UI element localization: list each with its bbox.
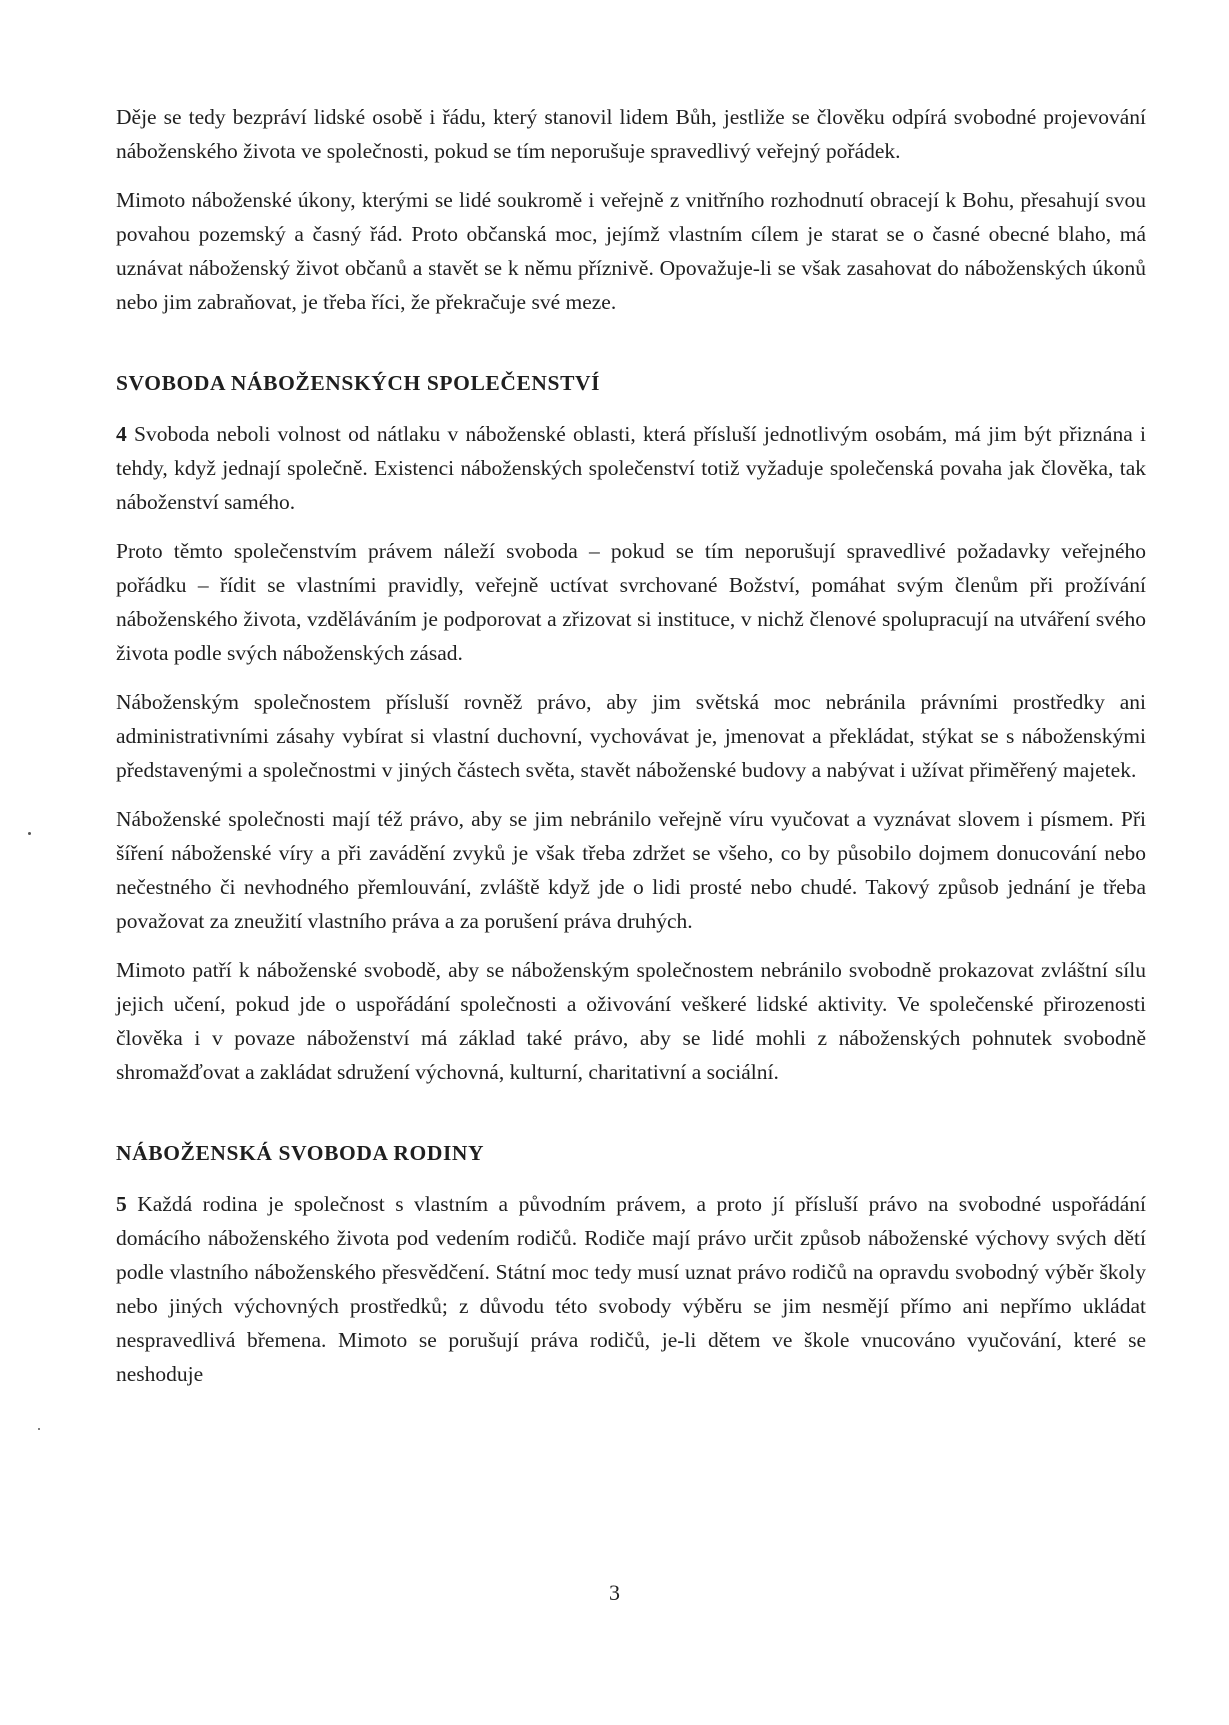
paragraph: Mimoto patří k náboženské svobodě, aby se náboženským společnostem nebránilo svobodně prokazovat zvláštní sílu jejich učení, pokud jde o uspořádání společnosti a oživování veškeré lidské aktivity. Ve společenské přirozenosti člověka i v povaze náboženství má základ také právo, aby se lidé mohli z náboženských pohnutek svobodně shromažďovat a zakládat sdružení výchovná, kulturní, charitativní a sociální.	[116, 958, 1146, 1084]
section-4-first-paragraph	[116, 417, 1146, 519]
section-heading-religious-communities: SVOBODA NÁBOŽENSKÝCH SPOLEČENSTVÍ	[116, 371, 601, 395]
article-number: 5	[116, 1192, 127, 1216]
document-page	[116, 100, 1146, 1406]
paragraph: Proto těmto společenstvím právem náleží svoboda – pokud se tím neporušují spravedlivé požadavky veřejného pořádku – řídit se vlastními pravidly, veřejně uctívat svrchované Božství, pomáhat svým členům při prožívání náboženského života, vzděláváním je podporovat a zřizovat si instituce, v nichž členové spolupracují na utváření svého života podle svých náboženských zásad.	[116, 539, 1146, 665]
paragraph-text: Svoboda neboli volnost od nátlaku v náboženské oblasti, která přísluší jednotlivým osobám, má jim být přiznána i tehdy, když jednají společně. Existenci náboženských společenství totiž vyžaduje společenská povaha jak člověka, tak náboženství samého.	[116, 422, 1146, 514]
paragraph: Děje se tedy bezpráví lidské osobě i řádu, který stanovil lidem Bůh, jestliže se člověku odpírá svobodné projevování náboženského života ve společnosti, pokud se tím neporušuje spravedlivý veřejný pořádek.	[116, 105, 1146, 163]
section-5-first-paragraph	[116, 1187, 1146, 1391]
paragraph: Náboženské společnosti mají též právo, aby se jim nebránilo veřejně víru vyučovat a vyznávat slovem i písmem. Při šíření náboženské víry a při zavádění zvyků je však třeba zdržet se všeho, co by působilo dojmem donucování nebo nečestného či nevhodného přemlouvání, zvláště když jde o lidi prosté nebo chudé. Takový způsob jednání je třeba považovat za zneužití vlastního práva a za porušení práva druhých.	[116, 807, 1146, 933]
section-heading-family-freedom: NÁBOŽENSKÁ SVOBODA RODINY	[116, 1141, 485, 1165]
page-number: 3	[609, 1580, 620, 1605]
paragraph: Mimoto náboženské úkony, kterými se lidé soukromě i veřejně z vnitřního rozhodnutí obracejí k Bohu, přesahují svou povahou pozemský a časný řád. Proto občanská moc, jejímž vlastním cílem je starat se o časné obecné blaho, má uznávat náboženský život občanů a stavět se k němu příznivě. Opovažuje-li se však zasahovat do náboženských úkonů nebo jim zabraňovat, je třeba říci, že překračuje své meze.	[116, 188, 1146, 314]
paragraph: Náboženským společnostem přísluší rovněž právo, aby jim světská moc nebránila právními prostředky ani administrativními zásahy vybírat si vlastní duchovní, vychovávat je, jmenovat a překládat, stýkat se s náboženskými představenými a společnostmi v jiných částech světa, stavět náboženské budovy a nabývat i užívat přiměřený majetek.	[116, 690, 1146, 782]
article-number: 4	[116, 422, 127, 446]
paragraph-text: Každá rodina je společnost s vlastním a původním právem, a proto jí přísluší právo na svobodné uspořádání domácího náboženského života pod vedením rodičů. Rodiče mají právo určit způsob náboženské výchovy svých dětí podle vlastního náboženského přesvědčení. Státní moc tedy musí uznat právo rodičů na opravdu svobodný výběr školy nebo jiných výchovných prostředků; z důvodu této svobody výběru se jim nesmějí přímo ani nepřímo ukládat nespravedlivá břemena. Mimoto se porušují práva rodičů, je-li dětem ve škole vnucováno vyučování, které se neshoduje	[116, 1192, 1146, 1386]
scan-speck	[28, 832, 31, 835]
scan-speck	[38, 1428, 40, 1430]
